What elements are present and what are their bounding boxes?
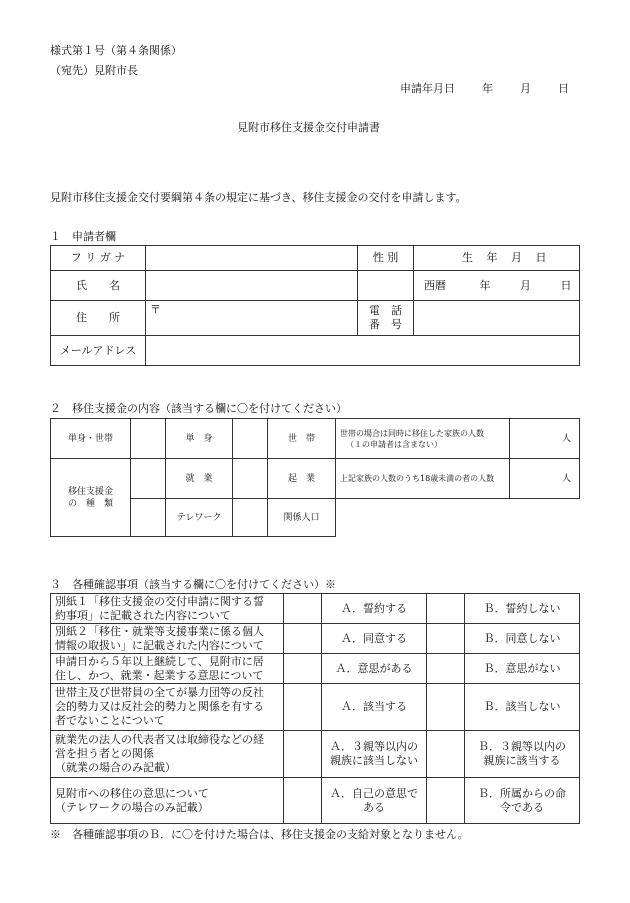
employment-label: 就 業 bbox=[166, 459, 233, 499]
item-line: （テレワークの場合のみ記載） bbox=[55, 800, 209, 814]
option-a-check[interactable] bbox=[284, 654, 322, 684]
furigana-field[interactable] bbox=[146, 246, 358, 271]
era-month-label: 月 bbox=[520, 278, 531, 292]
confirmation-row bbox=[51, 654, 580, 684]
item-line: 世帯主及び世帯員の全てが暴力団等の反社 bbox=[55, 686, 264, 699]
confirmation-row bbox=[51, 684, 580, 731]
option-b-label bbox=[465, 731, 580, 778]
telework-check[interactable] bbox=[131, 499, 166, 537]
date-year-label: 年 bbox=[482, 82, 493, 95]
item-line: 申請日から５年以上継続して、見附市に居 bbox=[55, 654, 264, 668]
related-population-label: 関係人口 bbox=[268, 499, 336, 537]
furigana-label: フ リ ガ ナ bbox=[51, 246, 146, 271]
option-a-label: Ａ．誓約する bbox=[322, 594, 427, 624]
item-line: 見附市への移住の意思について bbox=[55, 786, 209, 800]
support-kind-label bbox=[51, 459, 131, 537]
option-b-check[interactable] bbox=[427, 624, 465, 654]
date-month-label: 月 bbox=[520, 82, 531, 95]
era-day-label: 日 bbox=[560, 278, 572, 292]
option-a-check[interactable] bbox=[284, 594, 322, 624]
confirmation-row bbox=[51, 778, 580, 824]
startup-label: 起 業 bbox=[268, 459, 336, 499]
address-field[interactable] bbox=[146, 301, 358, 336]
option-b-label bbox=[465, 778, 580, 824]
household-label: 世 帯 bbox=[268, 419, 336, 459]
option-b-label: Ｂ．同意しない bbox=[465, 624, 580, 654]
birth-label-3: 月 bbox=[511, 251, 522, 264]
item-line: 者でないことについて bbox=[55, 714, 165, 727]
option-b-line: 令である bbox=[500, 800, 544, 814]
section1-heading: １ 申請者欄 bbox=[50, 230, 116, 243]
household-count-note bbox=[336, 419, 510, 459]
confirmation-item bbox=[51, 731, 284, 778]
option-a-check[interactable] bbox=[284, 684, 322, 731]
birth-label-1: 生 bbox=[462, 251, 473, 264]
item-line: （就業の場合のみ記載） bbox=[55, 761, 176, 774]
item-line: 住し、かつ、就業・起業する意思について bbox=[55, 668, 264, 682]
option-b-label: Ｂ．誓約しない bbox=[465, 594, 580, 624]
postal-mark: 〒 bbox=[150, 303, 161, 316]
person-unit-2: 人 bbox=[561, 473, 571, 484]
telework-label: テレワーク bbox=[166, 499, 233, 537]
option-b-check[interactable] bbox=[427, 594, 465, 624]
email-field[interactable] bbox=[146, 336, 580, 366]
under18-count-field[interactable] bbox=[510, 459, 580, 499]
sex-label: 性 別 bbox=[358, 246, 414, 271]
item-line: 営を担う者との関係 bbox=[55, 747, 154, 760]
option-a-line: ある bbox=[363, 800, 385, 814]
household-count-field[interactable] bbox=[510, 419, 580, 459]
item-line: 約事項」に記載された内容について bbox=[55, 608, 231, 622]
item-line: 就業先の法人の代表者又は取締役などの経 bbox=[55, 733, 264, 746]
kind-label-1: 移住支援金 bbox=[67, 486, 113, 497]
birth-date-header bbox=[414, 246, 580, 271]
under18-note: 上記家族の人数のうち18歳未満の者の人数 bbox=[336, 459, 510, 499]
intro-text: 見附市移住支援金交付要綱第４条の規定に基づき、移住支援金の交付を申請します。 bbox=[50, 191, 467, 204]
option-b-label: Ｂ．意思がない bbox=[465, 654, 580, 684]
phone-label-1: 電 話 bbox=[369, 304, 402, 317]
option-a-label bbox=[322, 778, 427, 824]
option-b-line: 親族に該当する bbox=[483, 754, 561, 767]
option-b-line: Ｂ．３親等以内の bbox=[478, 740, 566, 753]
sex-field[interactable] bbox=[358, 271, 414, 301]
phone-field[interactable] bbox=[414, 301, 580, 336]
phone-label bbox=[358, 301, 414, 336]
confirmation-item bbox=[51, 684, 284, 731]
confirmation-item bbox=[51, 624, 284, 654]
item-line: 会的勢力又は反社会的勢力と関係を有する bbox=[55, 700, 264, 713]
confirmation-table bbox=[50, 593, 580, 824]
option-b-check[interactable] bbox=[427, 778, 465, 824]
confirmation-item bbox=[51, 778, 284, 824]
birth-label-2: 年 bbox=[486, 251, 498, 264]
confirmation-row bbox=[51, 731, 580, 778]
option-a-label: Ａ．同意する bbox=[322, 624, 427, 654]
single-check[interactable] bbox=[131, 419, 166, 459]
household-note-1: 世帯の場合は同時に移住した家族の人数 bbox=[340, 428, 484, 438]
option-b-check[interactable] bbox=[427, 654, 465, 684]
empty-area bbox=[336, 499, 580, 537]
address-label: 住 所 bbox=[51, 301, 146, 336]
date-day-label: 日 bbox=[558, 82, 569, 95]
option-a-line: Ａ．３親等以内の bbox=[330, 740, 418, 753]
single-label: 単 身 bbox=[166, 419, 233, 459]
startup-check[interactable] bbox=[233, 459, 268, 499]
era-year-label: 年 bbox=[479, 278, 491, 292]
support-content-table bbox=[50, 418, 580, 537]
application-date-label: 申請年月日 bbox=[400, 82, 455, 95]
household-check[interactable] bbox=[233, 419, 268, 459]
item-line: 情報の取扱い」に記載された内容について bbox=[55, 638, 264, 652]
option-a-line: Ａ．自己の意思で bbox=[330, 786, 418, 800]
birth-date-field[interactable] bbox=[414, 271, 580, 301]
related-population-check[interactable] bbox=[233, 499, 268, 537]
household-note-2: （１の申請者は含まない） bbox=[346, 439, 442, 449]
option-a-check[interactable] bbox=[284, 778, 322, 824]
birth-label-4: 日 bbox=[535, 251, 547, 264]
option-a-line: 親族に該当しない bbox=[330, 754, 418, 767]
option-a-label: Ａ．意思がある bbox=[322, 654, 427, 684]
era-label: 西暦 bbox=[424, 278, 446, 292]
item-line: 別紙２「移住・就業等支援事業に係る個人 bbox=[55, 624, 264, 638]
document-title: 見附市移住支援金交付申請書 bbox=[237, 121, 380, 134]
option-a-label bbox=[322, 731, 427, 778]
option-a-label: Ａ．該当する bbox=[322, 684, 427, 731]
confirmation-row bbox=[51, 594, 580, 624]
option-b-line: Ｂ．所属からの命 bbox=[478, 786, 566, 800]
confirmation-row bbox=[51, 624, 580, 654]
kind-label-2: の 種 類 bbox=[67, 498, 113, 509]
option-b-check[interactable] bbox=[427, 731, 465, 778]
option-a-check[interactable] bbox=[284, 731, 322, 778]
name-label: 氏 名 bbox=[51, 271, 146, 301]
confirmation-item bbox=[51, 594, 284, 624]
phone-label-2: 番 号 bbox=[369, 318, 402, 331]
single-household-label: 単身・世帯 bbox=[51, 419, 131, 459]
option-a-check[interactable] bbox=[284, 624, 322, 654]
option-b-check[interactable] bbox=[427, 684, 465, 731]
employment-check[interactable] bbox=[131, 459, 166, 499]
footnote: ※ 各種確認事項のＢ．に〇を付けた場合は、移住支援金の支給対象となりません。 bbox=[50, 828, 469, 841]
section3-heading: ３ 各種確認事項（該当する欄に〇を付けてください）※ bbox=[50, 578, 336, 591]
applicant-table bbox=[50, 245, 580, 366]
confirmation-item bbox=[51, 654, 284, 684]
section2-heading: ２ 移住支援金の内容（該当する欄に〇を付けてください） bbox=[50, 402, 347, 415]
item-line: 別紙１「移住支援金の交付申請に関する誓 bbox=[55, 594, 264, 608]
name-field[interactable] bbox=[146, 271, 358, 301]
option-b-label: Ｂ．該当しない bbox=[465, 684, 580, 731]
form-number: 様式第１号（第４条関係） bbox=[50, 44, 182, 57]
person-unit-1: 人 bbox=[561, 433, 571, 444]
addressee: （宛先）見附市長 bbox=[50, 64, 138, 77]
email-label: メールアドレス bbox=[51, 336, 146, 366]
